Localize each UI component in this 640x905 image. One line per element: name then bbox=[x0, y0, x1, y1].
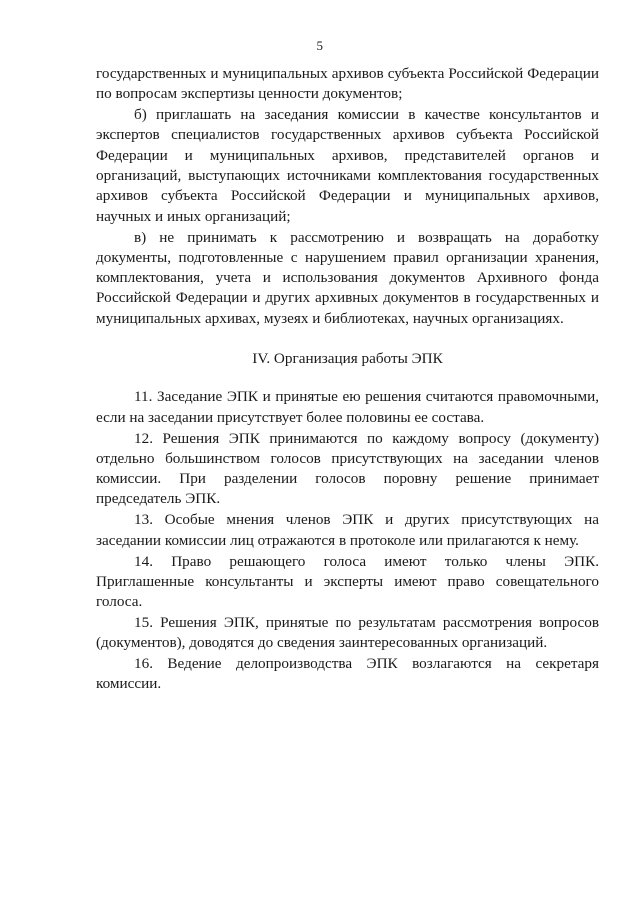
section-title: IV. Организация работы ЭПК bbox=[252, 350, 443, 368]
paragraph-item-b: б) приглашать на заседания комиссии в качестве консультантов и экспертов специалистов государственных архивов субъекта Российской Федерации и муниципальных архивов, представителей органов и организаций, выступающих источниками комплектования государственных архивов субъекта Российской Федерации и муниципальных архивов, научных и иных организаций; bbox=[96, 106, 599, 225]
paragraph-15: 15. Решения ЭПК, принятые по результатам рассмотрения вопросов (документов), доводятся до сведения заинтересованных организаций. bbox=[96, 613, 599, 652]
paragraph-11: 11. Заседание ЭПК и принятые ею решения считаются правомочными, если на заседании присутствует более половины ее состава. bbox=[96, 388, 599, 426]
paragraph-13: 13. Особые мнения членов ЭПК и других присутствующих на заседании комиссии лиц отражаются в протоколе или прилагаются к нему. bbox=[96, 511, 599, 549]
paragraph-14: 14. Право решающего голоса имеют только члены ЭПК. Приглашенные консультанты и эксперты имеют право совещательного голоса. bbox=[96, 552, 599, 611]
paragraph-continuation: государственных и муниципальных архивов субъекта Российской Федерации по вопросам экспертизы ценности документов; bbox=[96, 65, 599, 103]
document-body bbox=[96, 64, 599, 695]
paragraph-item-v: в) не принимать к рассмотрению и возвращать на доработку документы, подготовленные с нарушением правил организации хранения, комплектования, учета и использования документов Архивного фонда Российской Федерации и других архивных документов в государственных и муниципальных архивах, музеях и библиотеках, научных организациях. bbox=[96, 228, 599, 327]
page-number: 5 bbox=[316, 38, 324, 53]
paragraph-16: 16. Ведение делопроизводства ЭПК возлагаются на секретаря комиссии. bbox=[96, 655, 599, 693]
paragraph-12: 12. Решения ЭПК принимаются по каждому вопросу (документу) отдельно большинством голосов присутствующих на заседании членов комиссии. При разделении голосов поровну решение принимает председатель ЭПК. bbox=[96, 429, 599, 508]
